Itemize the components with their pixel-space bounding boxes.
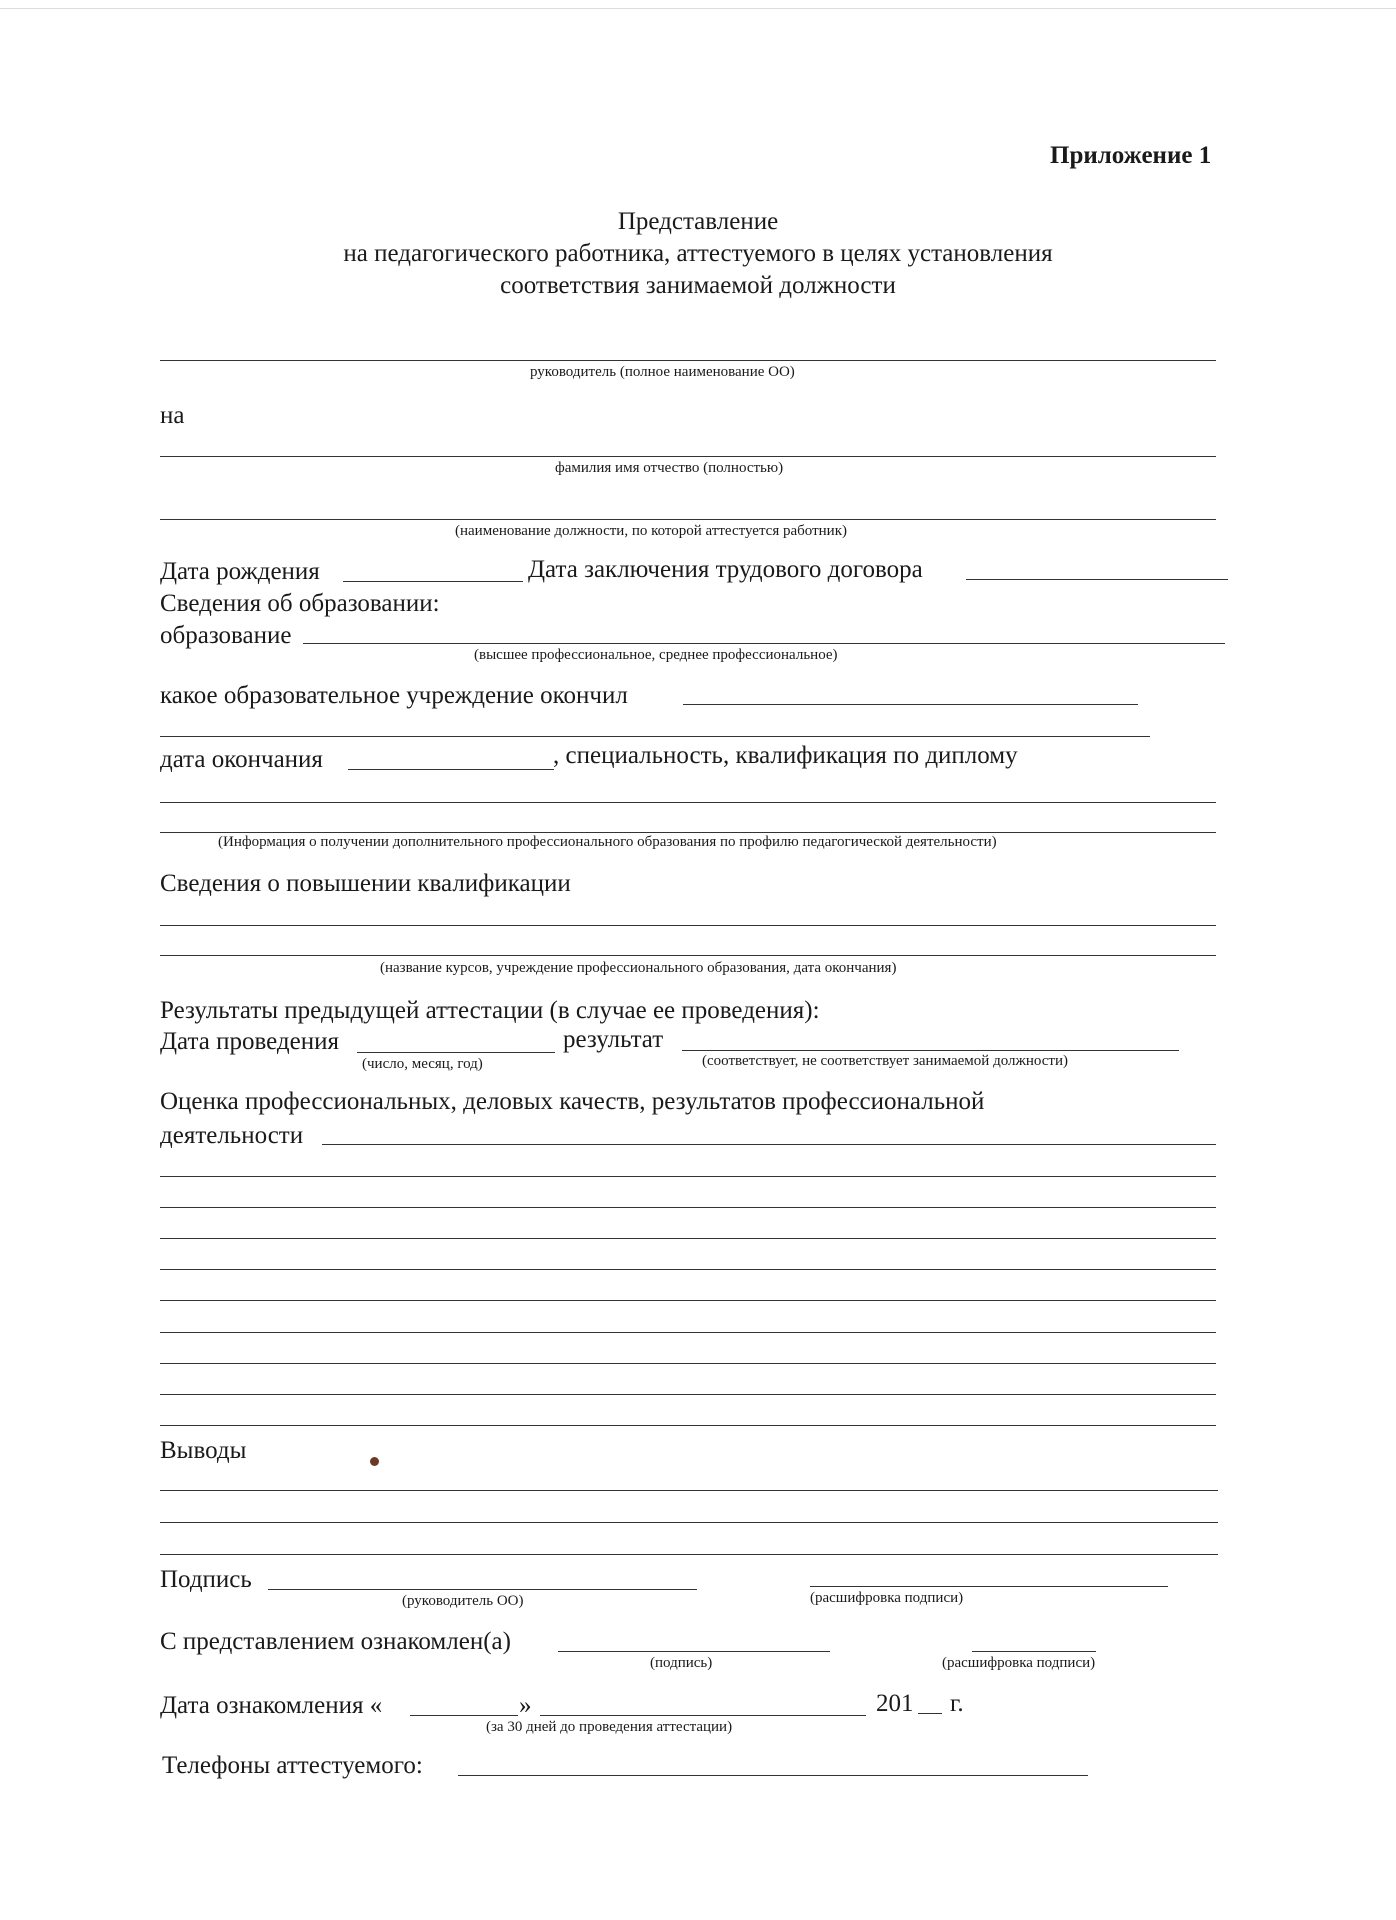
result-line[interactable] <box>682 1050 1179 1051</box>
acquaint-date-label: Дата ознакомления « <box>160 1692 383 1719</box>
qualification-info-label: Сведения о повышении квалификации <box>160 870 571 897</box>
position-line[interactable] <box>160 519 1216 520</box>
acquainted-decode-line[interactable] <box>972 1651 1096 1652</box>
full-name-caption: фамилия имя отчество (полностью) <box>555 460 784 476</box>
education-line[interactable] <box>303 643 1225 644</box>
position-caption: (наименование должности, по которой аттестуется работник) <box>455 523 847 539</box>
education-label: образование <box>160 622 292 649</box>
days-before-caption: (за 30 дней до проведения аттестации) <box>486 1719 733 1735</box>
signature-decode-caption-2: (расшифровка подписи) <box>942 1655 1096 1671</box>
signature-label: Подпись <box>160 1566 252 1593</box>
specialty-label: , специальность, квалификация по диплому <box>553 742 1018 769</box>
head-signature-line[interactable] <box>268 1589 697 1590</box>
specialty-line-1[interactable] <box>160 802 1216 803</box>
signature-decode-caption: (расшифровка подписи) <box>810 1590 964 1606</box>
courses-caption: (название курсов, учреждение профессионального образования, дата окончания) <box>380 960 897 976</box>
evaluation-label-line-1: Оценка профессиональных, деловых качеств, результатов профессиональной <box>160 1088 985 1115</box>
evaluation-line[interactable] <box>160 1332 1216 1333</box>
education-info-label: Сведения об образовании: <box>160 590 440 617</box>
title-line-2: на педагогического работника, аттестуемого в целях установления <box>343 240 1053 267</box>
result-options-caption: (соответствует, не соответствует занимаемой должности) <box>702 1053 1068 1069</box>
evaluation-line[interactable] <box>160 1394 1216 1395</box>
title-line-1: Представление <box>617 208 779 235</box>
signature-caption: (подпись) <box>650 1655 713 1671</box>
acquaint-day-line[interactable] <box>410 1715 518 1716</box>
birth-date-line[interactable] <box>343 581 523 582</box>
result-label: результат <box>563 1026 664 1053</box>
institution-line-1[interactable] <box>683 704 1138 705</box>
additional-education-caption: (Информация о получении дополнительного профессионального образования по профилю педагогической деятельности) <box>218 834 997 850</box>
appendix-label: Приложение 1 <box>1050 142 1212 169</box>
conclusions-label: Выводы <box>160 1437 247 1464</box>
phones-label: Телефоны аттестуемого: <box>162 1752 423 1779</box>
signature-decode-line[interactable] <box>810 1586 1168 1587</box>
title-line-3: соответствия занимаемой должности <box>500 272 896 299</box>
contract-date-line[interactable] <box>966 579 1228 580</box>
qualification-line-1[interactable] <box>160 925 1216 926</box>
evaluation-line[interactable] <box>160 1269 1216 1270</box>
conclusions-line[interactable] <box>160 1490 1218 1491</box>
graduation-date-label: дата окончания <box>160 746 323 773</box>
education-level-caption: (высшее профессиональное, среднее профессиональное) <box>474 647 838 663</box>
evaluation-line[interactable] <box>160 1300 1216 1301</box>
conduct-date-label: Дата проведения <box>160 1028 339 1055</box>
head-signature-caption: (руководитель ОО) <box>402 1593 524 1609</box>
evaluation-line[interactable] <box>160 1176 1216 1177</box>
acquainted-label: С представлением ознакомлен(а) <box>160 1628 511 1655</box>
conclusions-line[interactable] <box>160 1522 1218 1523</box>
contract-date-label: Дата заключения трудового договора <box>528 556 923 583</box>
previous-results-label: Результаты предыдущей аттестации (в случае ее проведения): <box>160 997 820 1024</box>
birth-date-label: Дата рождения <box>160 558 320 585</box>
evaluation-line[interactable] <box>322 1144 1216 1145</box>
evaluation-line[interactable] <box>160 1363 1216 1364</box>
institution-line-2[interactable] <box>160 736 1150 737</box>
institution-label: какое образовательное учреждение окончил <box>160 682 628 709</box>
ink-spot <box>370 1457 379 1466</box>
na-label: на <box>160 402 185 429</box>
conduct-date-line[interactable] <box>357 1052 555 1053</box>
evaluation-label-line-2: деятельности <box>160 1122 304 1149</box>
qualification-line-2[interactable] <box>160 955 1216 956</box>
evaluation-line[interactable] <box>160 1425 1216 1426</box>
evaluation-line[interactable] <box>160 1207 1216 1208</box>
year-suffix: г. <box>950 1690 964 1717</box>
scan-top-edge <box>0 8 1396 9</box>
acquaint-month-line[interactable] <box>540 1715 866 1716</box>
head-org-caption: руководитель (полное наименование ОО) <box>530 364 795 380</box>
acquainted-signature-line[interactable] <box>558 1651 830 1652</box>
evaluation-line[interactable] <box>160 1238 1216 1239</box>
year-prefix: 201 <box>876 1690 914 1717</box>
specialty-line-2[interactable] <box>160 832 1216 833</box>
year-line[interactable] <box>918 1713 942 1714</box>
acquaint-date-closing-quote: » <box>519 1692 532 1719</box>
phones-line[interactable] <box>458 1775 1088 1776</box>
conclusions-line[interactable] <box>160 1554 1218 1555</box>
full-name-line[interactable] <box>160 456 1216 457</box>
graduation-date-line[interactable] <box>348 769 554 770</box>
head-org-line[interactable] <box>160 360 1216 361</box>
date-format-caption: (число, месяц, год) <box>362 1056 483 1072</box>
